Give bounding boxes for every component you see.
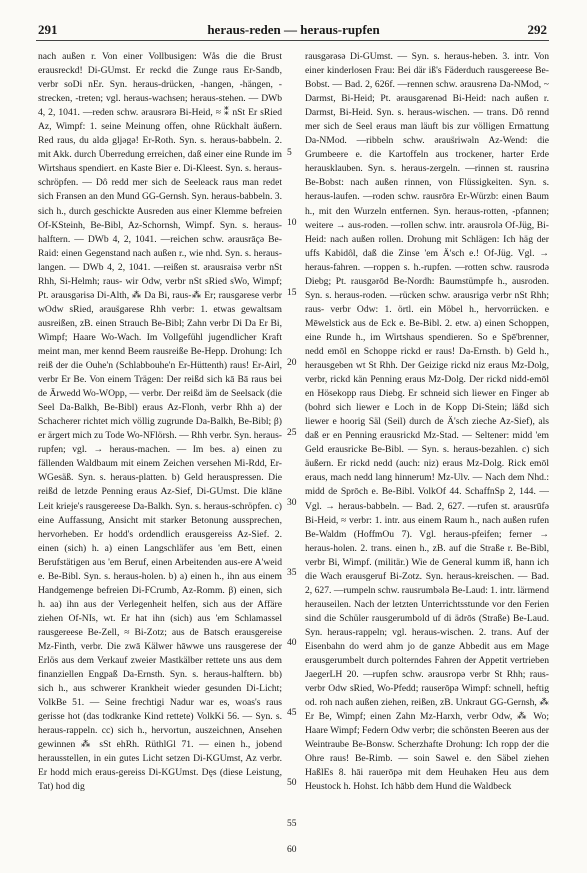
line-number: 30 <box>287 498 297 508</box>
line-number: 10 <box>287 218 297 228</box>
line-number: 5 <box>287 148 292 158</box>
left-column-text: nach außen r. Von einer Vollbusigen: Wås die die Brust erausreckd! Di-GUmst. Er reckd die Zunge raus Er-Sandb, verbr soDi nEr. Syn. heraus-drücken, -hangen, -hängen, -strecken, -treten; vgl. heraus-wachsen; heraus-stehen. — DWb 4, 2, 1041. —reden schw. ərausrərə Bi-Heid, ≈ ⁑ nSt Er sRied Az, Wimpf: 1. seine Meinung offen, ohne Rückhalt äußern. Red raus, du aldə gljəgə! Er-Roth. Syn. s. heraus-babbeln. 2. mit Akk. durch Überredung erreichen, daß einer eine Runde im Wirtshaus spendiert. en Kaste Bier e. Di-Kleest. Syn. s. heraus-schröpfen. — Dô redd mer sich de Seeleack raus man redet sich Fransen an den Mund GG-Gernsh. Syn. heraus-babbeln. 3. sich h., durch geschickte Ausreden aus einer Klemme befreien Of-KSteinh, Be-Bibl, Az-Schornsh, Wimpf. Syn. s. heraus-halftern. — DWb 4, 2, 1041. —reichen schw. ərausrāçə Be-Raid: einen Gegenstand nach außen r., wie nhd. Syn. s. heraus-langen. — DWb 4, 2, 1041. —reißen st. ərausraisə verbr nSt Rhh, Si-Helmh; raus- wir Odw, verbr nSt sRied sWo, Wimpf; Pt. ərausgərisə Di-Alth, ⁂ Da Bi, raus-⁂ Er; rausgərese verbr wOdw sRied, əraus̈gərese Rhh verbr: 1. etwas gewaltsam ausreißen, zB. einen Strauch Be-Bibl; Zahn verbr Di Da Er Bi, Wimpf; Haare Wo-Wach. Im Vollgefühl jugendlicher Kraft meint man, mer kennd Beem rausreiße Be-Hepp. Drohung: Ich reiß der die Ouhe'n (Schlabbouhe'n Er-Hüttenth) raus! Er-Airl, verbr Er Be. Von einem Trägen: Der reißd sich kā Bā raus bei de Ārwedd Wo-WOpp, — verbr. Der reißd äm de Seelsack (die Seel Da-Balkh, Be-Bibl) eraus Az-Flonh, verbr Rhh a) der Schacherer richtet mich völlig zugrunde Da-Balkh, Be-Bibl; β) er ärgert mich zu Tode Wo-NFlörsh. — Rhh verbr. Syn. heraus-rupfen; vgl. → heraus-machen. — Im bes. a) einen zu fällenden Waldbaum mit einem Zeichen versehen Mi-Rdd, Er-WGesäß. Syn. s. heraus-platten. b) Geld herauspressen. Die reißd de letzde Penning eraus Az-Sief, Di-GUmst. Die klāne Leit krieje's rausgereese Da-Balkh. Syn. s. heraus-schröpfen. c) eine Auffassung, Ansicht mit starker Betonung aussprechen, hervorheben. Er hodd's ordendlich erausgereiss Az-Sief. 2. einen (sich) h. a) einen Langschläfer aus 'em Bett, einen Berufstätigen aus 'em Beruf, einen Arbeitenden aus-ere A'weid e. Be-Bibl. Syn. s. heraus-holen. b) a) einen h., ihn aus einem Handgemenge befreien Di-FCrumb, Az-Romm. β) einen, sich h. aa) ihn aus der Verlegenheit helfen, sich aus der Affäre ziehen Of-NIs, wt. Er hat ihn (sich) aus 'em Schlamassel rausgereese Be-Zell, ≈ Bi-Zotz; aus de Batsch erausgereise Mz-Finth, verbr. Die zwā Kälwer hāwwe uns rausgerese der Erlös aus dem Verkauf zweier Mastkälber rettete uns aus dem finanziellen Engpaß Da-Ernsth. Syn. s. heraus-halftern. bb) sich h., aus schwerer Krankheit wieder gesunden Di-Licht; VolkBe 51. — Seine frechtigi Nadur war es, woas's raus gerisse hot (das todkranke Kind rettete) VolkKi 56. — Syn. s. heraus-rappeln. cc) sich h., hervortun, auszeichnen, Ansehen gewinnen ⁂ sSt ehRh. RüthlGl 71. — einen h., jobend herausstellen, in ein gutes Licht setzen Di-KGUmst, Az verbr. Er hodd mich eraus-gereiss Di-KGUmst. Dęs (diese Leistung, Tat) hod dig <box>38 51 282 793</box>
line-number: 15 <box>287 288 297 298</box>
line-number: 60 <box>287 845 297 855</box>
page-number-left: 291 <box>38 22 58 37</box>
left-column <box>38 50 282 858</box>
line-number: 55 <box>287 819 297 829</box>
running-title: heraus-reden — heraus-rupfen <box>207 22 380 37</box>
line-number: 50 <box>287 778 297 788</box>
line-number: 40 <box>287 638 297 648</box>
line-number: 35 <box>287 568 297 578</box>
line-number: 20 <box>287 358 297 368</box>
header-rule <box>36 40 549 41</box>
line-number: 25 <box>287 428 297 438</box>
right-column <box>305 50 549 858</box>
page-number-right: 292 <box>527 22 547 37</box>
page-header <box>0 22 587 40</box>
line-number-margin <box>283 50 303 858</box>
line-number: 45 <box>287 708 297 718</box>
right-column-text: rausgərəsə Di-GUmst. — Syn. s. heraus-heben. 3. intr. Von einer kinderlosen Frau: Bei där iß's Fäderduch rausgereese Be-Bobst. — Bad. 2, 626f. —rennen schw. ərausrenə Da-NMod, ~ Darmst, Bi-Heid; Pt. ərausgərenəd Bi-Heid: nach außen r. Darmst, Bi-Heid. Syn. s. heraus-wischen. — trans. Dô rennd mer sich de Seel eraus man läuft bis zur völligen Ermattung Da-NMod. —ribbeln schw. əraus̈riwəln Az-Wend: die Grumbeere e. die Kartoffeln aus trockener, harter Erde herausklauben. Syn. s. heraus-zergeln. —rinnen st. rausrinə Be-Bobst: nach außen rinnen, von Flüssigkeiten. Syn. s. heraus-laufen. —roden schw. rausrōrə Er-Würzb: einen Baum h., mit den Wurzeln entfernen. Syn. heraus-rotten, -pfannen; weitere → aus-roden. —rollen schw. intr. ərausrolə Of-Jüg, Bi-Heid: nach außen rollen. Drohung mit Schlägen: Ich häg der uffs Kabidôl, daß die Zinse 'em Ä'sch e.! Of-Jüg. Vgl. → heraus-fahren. —roppen s. h.-rupfen. —rotten schw. rausrodə Diebg; Pt. rausgərōd Be-Nordh: Baumstümpfe h., ausroden. Syn. s. heraus-roden. —rücken schw. ərausrigə verbr nSt Rhh; raus- verbr Odw: 1. örtl. ein Möbel h., hervorrücken. e Mēwelstick aus de Eck e. Be-Bibl. 2. etw. a) einen Schoppen, eine Runde h., im Wirtshaus spendieren. So e Spē'brenner, nedd emōl en Schoppe rickd er raus! Da-Ernsth. b) Geld h., herausgeben wt St Rhh. Der Geizige rickd niz eraus Mz-Dolg, verbr, rickd kän Penning eraus Mz-Dolg. Der rickd nidd-emōl en Hösekopp raus Diebg. Er schneid sich liewer en Finger ab (bohrd sich liewer e Loch in de Kopp Di-Stein; läßd sich liewer e hoorig Säl (Seil) durch de Ä'sch zieche Az-Sief), als daß er en Penning erausrickd Mz-Stad. — Seltener: midd 'em Geld erausricke Be-Bibl. — Syn. s. heraus-bezahlen. c) sich äußern. Er rickd nedd (auch: niz) eraus Mz-Dolg. Rick emōl eraus, mach nedd lang hinnerum! Mz-Ulv. — Nach dem Nhd.: midd de Sprōch e. Be-Bibl. VolkOf 44. SchaffnSp 2, 144. — Vgl. → heraus-babbeln. — Bad. 2, 627. —rufen st. ərausrūfə Bi-Heid, ≈ verbr: 1. intr. aus einem Raum h., nach außen rufen Be-Waldm (HoffmOu 7). Vgl. heraus-pfeifen; ferner → heraus-holen. 2. trans. einen h., zB. auf die Straße r. Be-Bibl, verbr Bi, Wimpf. (militär.) Wie de General kumm iß, hann ich die Wach erausgeruf Bi-Zotz. Syn. heraus-kreischen. — Bad. 2, 627. —rumpeln schw. rausrumbələ Be-Laud: 1. intr. lärmend herauseilen. Nach der letzten Unterrichtsstunde vor den Ferien sind die Schüler rausgerumbold uf di ädrōs (Straße) Be-Laud. Syn. heraus-rappeln; vgl. heraus-wischen. 2. trans. Auf der Eisenbahn do werd ahm jo de ganze Abbedit aus em Mage erausgerumbelt durch polterndes Fahren der Appetit vertrieben JaegerLH 20. —rupfen schw. ərausropə verbr St Rhh; raus- verbr Odw sRied, Wo-Pfedd; rauserōpə Wimpf: schnell, heftig od. roh nach außen ziehen, reißen, zB. Unkraut GG-Gernsh, ⁂ Er Be, Wimpf; einen Zahn Mz-Harxh, verbr Odw, ⁂ Wo; Haare Wimpf; Federn Odw verbr; die schönsten Beeren aus der Weintraube Be-Bonsw. Scherzhafte Drohung: Ich ropp der die Ohre raus! Be-Rimb. — soin Sawel e. den Säbel ziehen HaßlEs 8. hāi rauerōpə mit dem Heuhaken Heu aus dem Heustock h. Hohst. Ich hābb dem Hund die Waldbeck <box>305 51 549 793</box>
